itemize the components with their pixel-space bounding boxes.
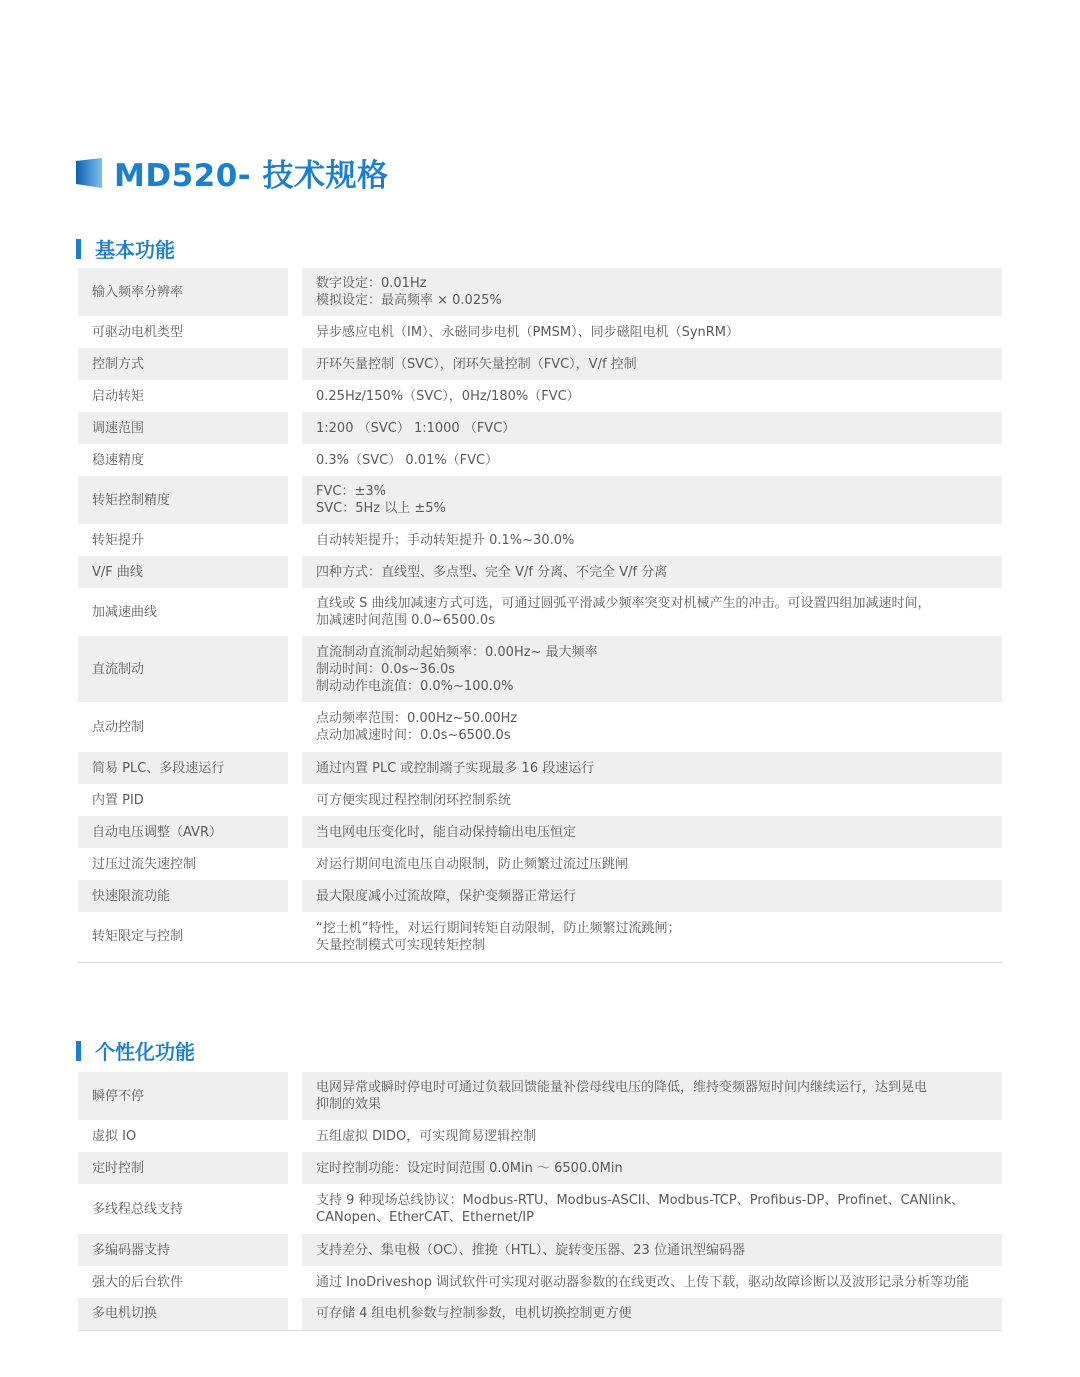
column-gap bbox=[288, 880, 302, 912]
column-gap bbox=[288, 1234, 302, 1266]
table-row bbox=[78, 636, 1002, 702]
value-line: 当电网电压变化时，能自动保持输出电压恒定 bbox=[316, 824, 577, 840]
value-line: 通过 InoDriveshop 调试软件可实现对驱动器参数的在线更改、上传下载，驱动故障诊断以及波形记录分析等功能 bbox=[316, 1274, 970, 1290]
column-gap bbox=[288, 1184, 302, 1234]
value-line: 制动动作电流值：0.0%~100.0% bbox=[316, 678, 514, 694]
row-value bbox=[302, 1234, 1002, 1266]
column-gap bbox=[288, 348, 302, 380]
row-label: 内置 PID bbox=[92, 792, 144, 808]
value-line: 自动转矩提升；手动转矩提升 0.1%~30.0% bbox=[316, 532, 575, 548]
row-label: 转矩限定与控制 bbox=[78, 912, 288, 962]
table-row bbox=[78, 588, 1002, 636]
value-line: CANopen、EtherCAT、Ethernet/IP bbox=[316, 1210, 534, 1225]
value-line: 直流制动直流制动起始频率：0.00Hz~ 最大频率 bbox=[316, 644, 598, 660]
row-label: 多线程总线支持 bbox=[92, 1201, 184, 1217]
row-label: 稳速精度 bbox=[92, 452, 145, 468]
value-line: 支持 9 种现场总线协议：Modbus-RTU、Modbus-ASCII、Modbus-TCP、Profibus-DP、Profinet、CANlink、 bbox=[316, 1193, 965, 1208]
column-gap bbox=[288, 1152, 302, 1184]
table-row bbox=[78, 880, 1002, 912]
row-value bbox=[302, 816, 1002, 848]
page-title bbox=[76, 150, 388, 195]
row-label: 点动控制 bbox=[92, 719, 145, 735]
column-gap bbox=[288, 444, 302, 476]
section-heading-custom bbox=[76, 1036, 195, 1065]
row-label: 瞬停不停 bbox=[78, 1072, 288, 1120]
row-label: 过压过流失速控制 bbox=[92, 856, 197, 872]
row-label: V/F 曲线 bbox=[78, 556, 288, 588]
table-row bbox=[78, 752, 1002, 784]
column-gap bbox=[288, 1072, 302, 1120]
row-value bbox=[302, 348, 1002, 380]
column-gap bbox=[288, 588, 302, 636]
table-row bbox=[78, 1298, 1002, 1330]
row-label: 自动电压调整（AVR） bbox=[78, 816, 288, 848]
row-label: 可驱动电机类型 bbox=[92, 324, 184, 340]
value-line: 通过内置 PLC 或控制端子实现最多 16 段速运行 bbox=[316, 760, 595, 776]
row-value bbox=[302, 1266, 1002, 1298]
row-value bbox=[302, 524, 1002, 556]
row-value bbox=[302, 912, 1002, 962]
value-line: 支持差分、集电极（OC）、推挽（HTL）、旋转变压器、23 位通讯型编码器 bbox=[316, 1242, 745, 1258]
column-gap bbox=[288, 380, 302, 412]
table-row bbox=[78, 1234, 1002, 1266]
table-row bbox=[78, 268, 1002, 316]
row-value bbox=[302, 636, 1002, 702]
row-value bbox=[302, 848, 1002, 880]
section-heading-basic bbox=[76, 234, 175, 263]
value-line: 五组虚拟 DIDO，可实现简易逻辑控制 bbox=[316, 1128, 537, 1144]
table-row bbox=[78, 316, 1002, 348]
column-gap bbox=[288, 816, 302, 848]
table-row bbox=[78, 348, 1002, 380]
row-value bbox=[302, 1298, 1002, 1330]
row-value bbox=[302, 588, 1002, 636]
row-label: 转矩控制精度 bbox=[78, 476, 288, 524]
column-gap bbox=[288, 752, 302, 784]
value-line: 最大限度减小过流故障，保护变频器正常运行 bbox=[316, 888, 577, 904]
value-line: 模拟设定：最高频率 × 0.025% bbox=[316, 293, 502, 308]
value-line: 0.3%（SVC） 0.01%（FVC） bbox=[316, 452, 499, 468]
column-gap bbox=[288, 702, 302, 752]
column-gap bbox=[288, 476, 302, 524]
column-gap bbox=[288, 848, 302, 880]
column-gap bbox=[288, 524, 302, 556]
value-line: 制动时间：0.0s~36.0s bbox=[316, 661, 456, 677]
value-line: 0.25Hz/150%（SVC），0Hz/180%（FVC） bbox=[316, 388, 580, 404]
value-line: 点动频率范围：0.00Hz~50.00Hz bbox=[316, 711, 518, 726]
table-row bbox=[78, 1184, 1002, 1234]
row-value bbox=[302, 412, 1002, 444]
table-row bbox=[78, 1152, 1002, 1184]
row-label: 简易 PLC、多段速运行 bbox=[78, 752, 288, 784]
value-line: “挖土机”特性，对运行期间转矩自动限制，防止频繁过流跳闸； bbox=[316, 920, 681, 936]
row-value bbox=[302, 380, 1002, 412]
section-heading-text: 个性化功能 bbox=[95, 1040, 195, 1064]
row-value bbox=[302, 880, 1002, 912]
row-value bbox=[302, 784, 1002, 816]
value-line: 电网异常或瞬时停电时可通过负载回馈能量补偿母线电压的降低，维持变频器短时间内继续运行，达到晃电 bbox=[316, 1080, 928, 1095]
table-row bbox=[78, 702, 1002, 752]
table-row bbox=[78, 1120, 1002, 1152]
column-gap bbox=[288, 1266, 302, 1298]
row-value bbox=[302, 268, 1002, 316]
row-label: 直流制动 bbox=[78, 636, 288, 702]
table-row bbox=[78, 1266, 1002, 1298]
row-label: 启动转矩 bbox=[92, 388, 145, 404]
row-value bbox=[302, 444, 1002, 476]
value-line: 加减速时间范围 0.0~6500.0s bbox=[316, 613, 495, 628]
column-gap bbox=[288, 316, 302, 348]
column-gap bbox=[288, 556, 302, 588]
row-label: 多编码器支持 bbox=[78, 1234, 288, 1266]
row-label: 输入频率分辨率 bbox=[78, 268, 288, 316]
row-value bbox=[302, 476, 1002, 524]
row-value bbox=[302, 1072, 1002, 1120]
title-marker-icon bbox=[76, 158, 102, 188]
value-line: 数字设定：0.01Hz bbox=[316, 276, 427, 291]
row-label: 控制方式 bbox=[78, 348, 288, 380]
value-line: 异步感应电机（IM）、永磁同步电机（PMSM）、同步磁阻电机（SynRM） bbox=[316, 324, 740, 340]
column-gap bbox=[288, 1298, 302, 1330]
column-gap bbox=[288, 268, 302, 316]
table-row bbox=[78, 476, 1002, 524]
value-line: 矢量控制模式可实现转矩控制 bbox=[316, 937, 486, 953]
row-label: 加减速曲线 bbox=[92, 604, 158, 620]
value-line: 1:200 （SVC） 1:1000 （FVC） bbox=[316, 420, 516, 436]
table-row bbox=[78, 524, 1002, 556]
value-line: 四种方式：直线型、多点型、完全 V/f 分离、不完全 V/f 分离 bbox=[316, 564, 668, 580]
value-line: 开环矢量控制（SVC），闭环矢量控制（FVC），V/f 控制 bbox=[316, 356, 637, 372]
table-row bbox=[78, 912, 1002, 962]
value-line: 定时控制功能：设定时间范围 0.0Min ～ 6500.0Min bbox=[316, 1160, 623, 1176]
table-row bbox=[78, 784, 1002, 816]
row-label: 快速限流功能 bbox=[78, 880, 288, 912]
row-label: 定时控制 bbox=[78, 1152, 288, 1184]
row-value bbox=[302, 1184, 1002, 1234]
column-gap bbox=[288, 412, 302, 444]
column-gap bbox=[288, 636, 302, 702]
value-line: SVC：5Hz 以上 ±5% bbox=[316, 501, 446, 516]
table-row bbox=[78, 816, 1002, 848]
row-value bbox=[302, 556, 1002, 588]
row-value bbox=[302, 1152, 1002, 1184]
row-value bbox=[302, 702, 1002, 752]
table-row bbox=[78, 412, 1002, 444]
column-gap bbox=[288, 912, 302, 962]
table-row bbox=[78, 444, 1002, 476]
row-value bbox=[302, 752, 1002, 784]
value-line: 抑制的效果 bbox=[316, 1097, 382, 1112]
row-label: 虚拟 IO bbox=[92, 1128, 137, 1144]
row-value bbox=[302, 1120, 1002, 1152]
column-gap bbox=[288, 784, 302, 816]
table-row bbox=[78, 848, 1002, 880]
row-label: 强大的后台软件 bbox=[92, 1274, 184, 1290]
value-line: 点动加减速时间：0.0s~6500.0s bbox=[316, 728, 511, 743]
row-value bbox=[302, 316, 1002, 348]
value-line: 可方便实现过程控制闭环控制系统 bbox=[316, 792, 512, 808]
row-label: 调速范围 bbox=[78, 412, 288, 444]
section-heading-text: 基本功能 bbox=[95, 238, 175, 262]
row-label: 转矩提升 bbox=[92, 532, 145, 548]
basic-functions-table bbox=[78, 268, 1002, 963]
section-bar bbox=[76, 1041, 81, 1061]
value-line: 可存储 4 组电机参数与控制参数，电机切换控制更方便 bbox=[316, 1306, 632, 1322]
column-gap bbox=[288, 1120, 302, 1152]
value-line: FVC：±3% bbox=[316, 484, 386, 499]
table-row bbox=[78, 380, 1002, 412]
section-bar bbox=[76, 239, 81, 259]
table-row bbox=[78, 556, 1002, 588]
page-title-text: MD520- 技术规格 bbox=[114, 158, 389, 194]
value-line: 对运行期间电流电压自动限制，防止频繁过流过压跳闸 bbox=[316, 856, 629, 872]
custom-functions-table bbox=[78, 1072, 1002, 1331]
table-row bbox=[78, 1072, 1002, 1120]
row-label: 多电机切换 bbox=[78, 1298, 288, 1330]
value-line: 直线或 S 曲线加减速方式可选，可通过圆弧平滑减少频率突变对机械产生的冲击。可设置四组加减速时间， bbox=[316, 596, 931, 611]
